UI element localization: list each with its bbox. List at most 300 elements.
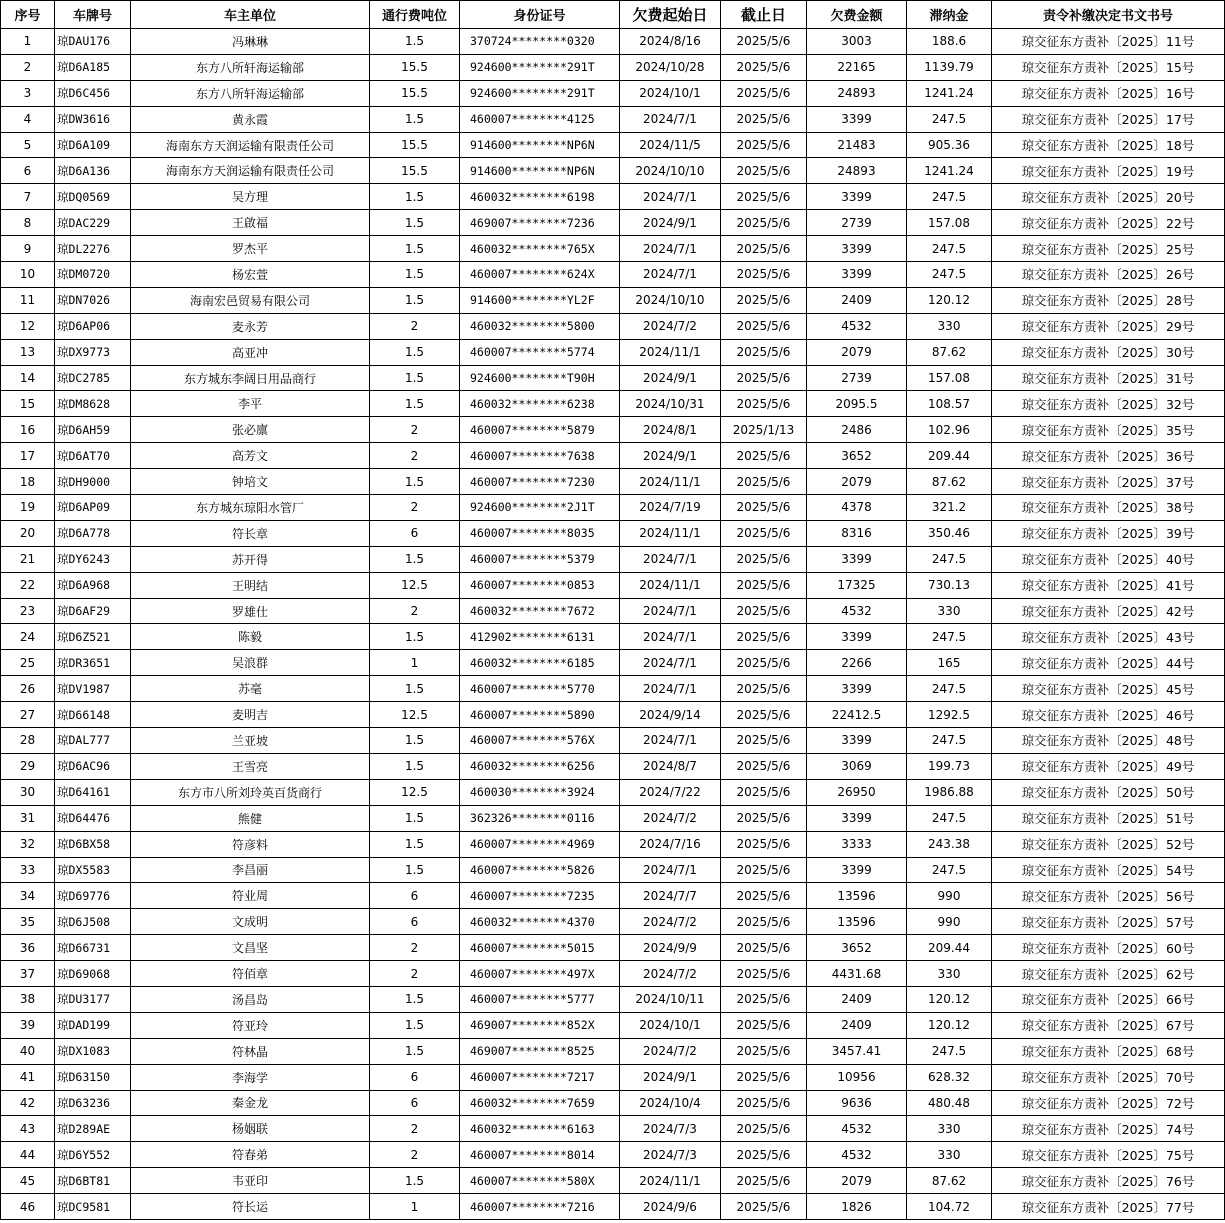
table-row	[1, 469, 1225, 495]
cell-tonnage: 6	[370, 1064, 460, 1090]
cell-id-number: 370724********0320	[460, 29, 620, 55]
cell-tonnage: 1.5	[370, 262, 460, 288]
cell-plate: 琼D66148	[55, 702, 131, 728]
cell-plate: 琼DM0720	[55, 262, 131, 288]
cell-start-date: 2024/9/1	[620, 365, 721, 391]
cell-end-date: 2025/5/6	[721, 1064, 807, 1090]
cell-plate: 琼D69068	[55, 961, 131, 987]
cell-document-no: 琼交征东方责补〔2025〕66号	[992, 986, 1225, 1012]
cell-tonnage: 2	[370, 598, 460, 624]
cell-index: 40	[1, 1038, 55, 1064]
cell-plate: 琼DX9773	[55, 339, 131, 365]
cell-id-number: 460007********8014	[460, 1142, 620, 1168]
cell-tonnage: 12.5	[370, 702, 460, 728]
cell-document-no: 琼交征东方责补〔2025〕68号	[992, 1038, 1225, 1064]
cell-document-no: 琼交征东方责补〔2025〕25号	[992, 236, 1225, 262]
cell-end-date: 2025/5/6	[721, 339, 807, 365]
cell-late-fee: 1241.24	[907, 158, 992, 184]
cell-plate: 琼D6C456	[55, 80, 131, 106]
cell-document-no: 琼交征东方责补〔2025〕11号	[992, 29, 1225, 55]
cell-late-fee: 247.5	[907, 184, 992, 210]
cell-end-date: 2025/1/13	[721, 417, 807, 443]
cell-end-date: 2025/5/6	[721, 365, 807, 391]
cell-owner: 符林晶	[131, 1038, 370, 1064]
cell-tonnage: 1.5	[370, 805, 460, 831]
cell-id-number: 460007********4125	[460, 106, 620, 132]
cell-id-number: 460032********5800	[460, 313, 620, 339]
cell-id-number: 460007********5770	[460, 676, 620, 702]
cell-plate: 琼D6AP09	[55, 495, 131, 521]
cell-id-number: 924600********T90H	[460, 365, 620, 391]
cell-owner: 李海学	[131, 1064, 370, 1090]
cell-id-number: 924600********291T	[460, 80, 620, 106]
cell-document-no: 琼交征东方责补〔2025〕75号	[992, 1142, 1225, 1168]
cell-plate: 琼D63150	[55, 1064, 131, 1090]
cell-start-date: 2024/11/1	[620, 339, 721, 365]
cell-start-date: 2024/10/28	[620, 54, 721, 80]
cell-index: 43	[1, 1116, 55, 1142]
cell-tonnage: 1.5	[370, 1168, 460, 1194]
cell-start-date: 2024/7/1	[620, 546, 721, 572]
cell-id-number: 460007********5015	[460, 935, 620, 961]
cell-late-fee: 165	[907, 650, 992, 676]
table-row	[1, 443, 1225, 469]
table-row	[1, 520, 1225, 546]
cell-plate: 琼DN7026	[55, 287, 131, 313]
cell-document-no: 琼交征东方责补〔2025〕38号	[992, 495, 1225, 521]
cell-end-date: 2025/5/6	[721, 106, 807, 132]
cell-owner: 汤昌岛	[131, 986, 370, 1012]
cell-late-fee: 1139.79	[907, 54, 992, 80]
cell-document-no: 琼交征东方责补〔2025〕52号	[992, 831, 1225, 857]
col-header-late-fee: 滞纳金	[907, 1, 992, 29]
cell-start-date: 2024/11/5	[620, 132, 721, 158]
cell-start-date: 2024/7/1	[620, 236, 721, 262]
cell-start-date: 2024/7/2	[620, 961, 721, 987]
col-header-index: 序号	[1, 1, 55, 29]
cell-end-date: 2025/5/6	[721, 54, 807, 80]
cell-late-fee: 102.96	[907, 417, 992, 443]
cell-plate: 琼DX1083	[55, 1038, 131, 1064]
cell-index: 23	[1, 598, 55, 624]
cell-document-no: 琼交征东方责补〔2025〕46号	[992, 702, 1225, 728]
cell-plate: 琼DM8628	[55, 391, 131, 417]
cell-amount: 4431.68	[807, 961, 907, 987]
table-row	[1, 857, 1225, 883]
cell-tonnage: 6	[370, 1090, 460, 1116]
table-row	[1, 106, 1225, 132]
cell-start-date: 2024/7/2	[620, 1038, 721, 1064]
cell-owner: 符长运	[131, 1194, 370, 1220]
cell-late-fee: 321.2	[907, 495, 992, 521]
cell-start-date: 2024/7/1	[620, 650, 721, 676]
table-row	[1, 572, 1225, 598]
cell-index: 8	[1, 210, 55, 236]
cell-start-date: 2024/7/1	[620, 676, 721, 702]
cell-end-date: 2025/5/6	[721, 132, 807, 158]
cell-index: 3	[1, 80, 55, 106]
table-row	[1, 262, 1225, 288]
cell-document-no: 琼交征东方责补〔2025〕28号	[992, 287, 1225, 313]
table-row	[1, 728, 1225, 754]
cell-end-date: 2025/5/6	[721, 262, 807, 288]
cell-plate: 琼D6A136	[55, 158, 131, 184]
cell-start-date: 2024/10/4	[620, 1090, 721, 1116]
cell-tonnage: 1.5	[370, 857, 460, 883]
cell-tonnage: 2	[370, 1142, 460, 1168]
cell-plate: 琼DQ0569	[55, 184, 131, 210]
cell-end-date: 2025/5/6	[721, 29, 807, 55]
cell-end-date: 2025/5/6	[721, 287, 807, 313]
cell-start-date: 2024/10/10	[620, 287, 721, 313]
cell-late-fee: 104.72	[907, 1194, 992, 1220]
cell-late-fee: 247.5	[907, 805, 992, 831]
table-row	[1, 1090, 1225, 1116]
cell-start-date: 2024/10/11	[620, 986, 721, 1012]
cell-owner: 东方城东李阔日用品商行	[131, 365, 370, 391]
cell-end-date: 2025/5/6	[721, 805, 807, 831]
cell-plate: 琼D6A185	[55, 54, 131, 80]
cell-owner: 海南东方天润运输有限责任公司	[131, 132, 370, 158]
col-header-document-no: 责令补缴决定书文书号	[992, 1, 1225, 29]
cell-start-date: 2024/7/1	[620, 598, 721, 624]
cell-tonnage: 1.5	[370, 986, 460, 1012]
cell-document-no: 琼交征东方责补〔2025〕37号	[992, 469, 1225, 495]
cell-late-fee: 350.46	[907, 520, 992, 546]
cell-index: 41	[1, 1064, 55, 1090]
table-row	[1, 54, 1225, 80]
cell-id-number: 460007********7216	[460, 1194, 620, 1220]
cell-late-fee: 87.62	[907, 1168, 992, 1194]
cell-plate: 琼D6J508	[55, 909, 131, 935]
cell-plate: 琼DAC229	[55, 210, 131, 236]
cell-owner: 王雪亮	[131, 753, 370, 779]
cell-tonnage: 15.5	[370, 54, 460, 80]
table-row	[1, 1038, 1225, 1064]
cell-index: 10	[1, 262, 55, 288]
cell-owner: 钟培文	[131, 469, 370, 495]
cell-late-fee: 330	[907, 598, 992, 624]
cell-id-number: 460007********8035	[460, 520, 620, 546]
cell-owner: 陈毅	[131, 624, 370, 650]
cell-amount: 3457.41	[807, 1038, 907, 1064]
table-row	[1, 236, 1225, 262]
cell-end-date: 2025/5/6	[721, 909, 807, 935]
cell-plate: 琼D6AT70	[55, 443, 131, 469]
cell-owner: 熊健	[131, 805, 370, 831]
cell-amount: 17325	[807, 572, 907, 598]
cell-document-no: 琼交征东方责补〔2025〕39号	[992, 520, 1225, 546]
cell-owner: 符佰章	[131, 961, 370, 987]
cell-late-fee: 1292.5	[907, 702, 992, 728]
cell-end-date: 2025/5/6	[721, 728, 807, 754]
cell-amount: 24893	[807, 158, 907, 184]
cell-late-fee: 730.13	[907, 572, 992, 598]
cell-index: 30	[1, 779, 55, 805]
cell-index: 34	[1, 883, 55, 909]
cell-start-date: 2024/9/1	[620, 443, 721, 469]
cell-owner: 东方八所轩海运输部	[131, 54, 370, 80]
cell-owner: 海南东方天润运输有限责任公司	[131, 158, 370, 184]
cell-end-date: 2025/5/6	[721, 546, 807, 572]
cell-end-date: 2025/5/6	[721, 313, 807, 339]
cell-late-fee: 199.73	[907, 753, 992, 779]
cell-start-date: 2024/8/1	[620, 417, 721, 443]
cell-amount: 2739	[807, 210, 907, 236]
cell-tonnage: 2	[370, 443, 460, 469]
cell-owner: 苏开得	[131, 546, 370, 572]
cell-id-number: 460007********5777	[460, 986, 620, 1012]
cell-start-date: 2024/8/7	[620, 753, 721, 779]
cell-tonnage: 1.5	[370, 469, 460, 495]
table-row	[1, 805, 1225, 831]
cell-amount: 3399	[807, 676, 907, 702]
cell-index: 38	[1, 986, 55, 1012]
cell-owner: 高亚冲	[131, 339, 370, 365]
table-row	[1, 986, 1225, 1012]
cell-amount: 2266	[807, 650, 907, 676]
cell-late-fee: 480.48	[907, 1090, 992, 1116]
cell-document-no: 琼交征东方责补〔2025〕72号	[992, 1090, 1225, 1116]
cell-amount: 3399	[807, 728, 907, 754]
table-row	[1, 831, 1225, 857]
cell-owner: 杨宏萱	[131, 262, 370, 288]
col-header-start-date: 欠费起始日	[620, 1, 721, 29]
cell-index: 15	[1, 391, 55, 417]
cell-document-no: 琼交征东方责补〔2025〕57号	[992, 909, 1225, 935]
cell-index: 16	[1, 417, 55, 443]
cell-plate: 琼DAL777	[55, 728, 131, 754]
cell-late-fee: 247.5	[907, 624, 992, 650]
cell-index: 25	[1, 650, 55, 676]
cell-document-no: 琼交征东方责补〔2025〕16号	[992, 80, 1225, 106]
col-header-amount: 欠费金额	[807, 1, 907, 29]
table-row	[1, 650, 1225, 676]
cell-owner: 符亚玲	[131, 1012, 370, 1038]
cell-amount: 3399	[807, 262, 907, 288]
cell-index: 11	[1, 287, 55, 313]
cell-plate: 琼D69776	[55, 883, 131, 909]
cell-late-fee: 120.12	[907, 986, 992, 1012]
cell-late-fee: 209.44	[907, 443, 992, 469]
col-header-owner: 车主单位	[131, 1, 370, 29]
cell-tonnage: 6	[370, 883, 460, 909]
cell-start-date: 2024/10/1	[620, 1012, 721, 1038]
cell-id-number: 469007********8525	[460, 1038, 620, 1064]
cell-start-date: 2024/11/1	[620, 1168, 721, 1194]
cell-late-fee: 247.5	[907, 262, 992, 288]
cell-late-fee: 247.5	[907, 236, 992, 262]
cell-tonnage: 1.5	[370, 365, 460, 391]
cell-amount: 3399	[807, 546, 907, 572]
cell-plate: 琼DX5583	[55, 857, 131, 883]
cell-id-number: 914600********NP6N	[460, 132, 620, 158]
cell-owner: 东方城东琼阳水管厂	[131, 495, 370, 521]
cell-owner: 杨姻联	[131, 1116, 370, 1142]
table-row	[1, 546, 1225, 572]
cell-id-number: 460007********624X	[460, 262, 620, 288]
table-row	[1, 753, 1225, 779]
cell-document-no: 琼交征东方责补〔2025〕40号	[992, 546, 1225, 572]
cell-amount: 3333	[807, 831, 907, 857]
cell-start-date: 2024/7/1	[620, 624, 721, 650]
cell-plate: 琼D63236	[55, 1090, 131, 1116]
cell-index: 45	[1, 1168, 55, 1194]
cell-tonnage: 12.5	[370, 572, 460, 598]
cell-owner: 秦金龙	[131, 1090, 370, 1116]
cell-plate: 琼D6AP06	[55, 313, 131, 339]
cell-start-date: 2024/10/10	[620, 158, 721, 184]
cell-index: 31	[1, 805, 55, 831]
cell-document-no: 琼交征东方责补〔2025〕30号	[992, 339, 1225, 365]
cell-owner: 文成明	[131, 909, 370, 935]
cell-tonnage: 1.5	[370, 676, 460, 702]
table-row	[1, 779, 1225, 805]
cell-end-date: 2025/5/6	[721, 210, 807, 236]
table-row	[1, 1012, 1225, 1038]
cell-amount: 2409	[807, 287, 907, 313]
cell-plate: 琼D6Z521	[55, 624, 131, 650]
cell-end-date: 2025/5/6	[721, 598, 807, 624]
cell-index: 46	[1, 1194, 55, 1220]
table-row	[1, 676, 1225, 702]
cell-id-number: 460032********6185	[460, 650, 620, 676]
cell-id-number: 460007********4969	[460, 831, 620, 857]
cell-plate: 琼D6A109	[55, 132, 131, 158]
cell-start-date: 2024/9/1	[620, 1064, 721, 1090]
cell-amount: 22165	[807, 54, 907, 80]
cell-owner: 苏毫	[131, 676, 370, 702]
cell-id-number: 460007********5379	[460, 546, 620, 572]
cell-amount: 2739	[807, 365, 907, 391]
cell-tonnage: 2	[370, 1116, 460, 1142]
cell-start-date: 2024/11/1	[620, 572, 721, 598]
cell-document-no: 琼交征东方责补〔2025〕22号	[992, 210, 1225, 236]
cell-index: 21	[1, 546, 55, 572]
cell-amount: 1826	[807, 1194, 907, 1220]
cell-amount: 2409	[807, 986, 907, 1012]
cell-start-date: 2024/7/3	[620, 1142, 721, 1168]
cell-id-number: 460032********6238	[460, 391, 620, 417]
cell-tonnage: 1.5	[370, 1038, 460, 1064]
cell-id-number: 460032********7672	[460, 598, 620, 624]
cell-owner: 吴方理	[131, 184, 370, 210]
cell-id-number: 412902********6131	[460, 624, 620, 650]
table-body	[1, 29, 1225, 1220]
cell-late-fee: 247.5	[907, 106, 992, 132]
table-row	[1, 935, 1225, 961]
cell-owner: 符春弟	[131, 1142, 370, 1168]
cell-amount: 8316	[807, 520, 907, 546]
cell-index: 28	[1, 728, 55, 754]
cell-amount: 22412.5	[807, 702, 907, 728]
cell-document-no: 琼交征东方责补〔2025〕29号	[992, 313, 1225, 339]
cell-document-no: 琼交征东方责补〔2025〕42号	[992, 598, 1225, 624]
cell-index: 37	[1, 961, 55, 987]
cell-document-no: 琼交征东方责补〔2025〕17号	[992, 106, 1225, 132]
cell-end-date: 2025/5/6	[721, 1142, 807, 1168]
cell-id-number: 924600********2J1T	[460, 495, 620, 521]
cell-document-no: 琼交征东方责补〔2025〕36号	[992, 443, 1225, 469]
cell-owner: 符长章	[131, 520, 370, 546]
cell-start-date: 2024/9/9	[620, 935, 721, 961]
cell-plate: 琼D64476	[55, 805, 131, 831]
cell-index: 14	[1, 365, 55, 391]
cell-end-date: 2025/5/6	[721, 676, 807, 702]
cell-start-date: 2024/8/16	[620, 29, 721, 55]
cell-late-fee: 120.12	[907, 1012, 992, 1038]
table-row	[1, 1168, 1225, 1194]
cell-id-number: 460007********5890	[460, 702, 620, 728]
cell-late-fee: 247.5	[907, 857, 992, 883]
cell-end-date: 2025/5/6	[721, 1168, 807, 1194]
cell-end-date: 2025/5/6	[721, 702, 807, 728]
cell-end-date: 2025/5/6	[721, 520, 807, 546]
cell-amount: 3652	[807, 443, 907, 469]
cell-tonnage: 6	[370, 520, 460, 546]
cell-owner: 黄永霞	[131, 106, 370, 132]
cell-owner: 李平	[131, 391, 370, 417]
table-row	[1, 702, 1225, 728]
cell-tonnage: 15.5	[370, 132, 460, 158]
cell-index: 32	[1, 831, 55, 857]
cell-index: 12	[1, 313, 55, 339]
cell-document-no: 琼交征东方责补〔2025〕70号	[992, 1064, 1225, 1090]
table-row	[1, 80, 1225, 106]
cell-index: 20	[1, 520, 55, 546]
table-row	[1, 287, 1225, 313]
cell-late-fee: 990	[907, 883, 992, 909]
cell-index: 44	[1, 1142, 55, 1168]
cell-start-date: 2024/11/1	[620, 520, 721, 546]
cell-end-date: 2025/5/6	[721, 831, 807, 857]
cell-start-date: 2024/9/6	[620, 1194, 721, 1220]
cell-id-number: 924600********291T	[460, 54, 620, 80]
cell-document-no: 琼交征东方责补〔2025〕31号	[992, 365, 1225, 391]
cell-owner: 高芳文	[131, 443, 370, 469]
cell-amount: 2486	[807, 417, 907, 443]
cell-start-date: 2024/7/2	[620, 909, 721, 935]
cell-plate: 琼D64161	[55, 779, 131, 805]
cell-id-number: 460007********5879	[460, 417, 620, 443]
cell-amount: 13596	[807, 883, 907, 909]
cell-index: 5	[1, 132, 55, 158]
cell-id-number: 460032********6198	[460, 184, 620, 210]
cell-end-date: 2025/5/6	[721, 935, 807, 961]
table-row	[1, 158, 1225, 184]
cell-document-no: 琼交征东方责补〔2025〕74号	[992, 1116, 1225, 1142]
table-row	[1, 210, 1225, 236]
cell-late-fee: 330	[907, 313, 992, 339]
cell-amount: 3003	[807, 29, 907, 55]
cell-end-date: 2025/5/6	[721, 961, 807, 987]
cell-id-number: 469007********852X	[460, 1012, 620, 1038]
cell-index: 17	[1, 443, 55, 469]
cell-tonnage: 2	[370, 313, 460, 339]
cell-amount: 21483	[807, 132, 907, 158]
cell-tonnage: 15.5	[370, 80, 460, 106]
cell-amount: 3399	[807, 106, 907, 132]
table-row	[1, 339, 1225, 365]
cell-owner: 韦亚印	[131, 1168, 370, 1194]
cell-end-date: 2025/5/6	[721, 495, 807, 521]
table-row	[1, 1142, 1225, 1168]
cell-end-date: 2025/5/6	[721, 883, 807, 909]
col-header-tonnage: 通行费吨位	[370, 1, 460, 29]
cell-index: 4	[1, 106, 55, 132]
cell-owner: 文昌坚	[131, 935, 370, 961]
cell-index: 19	[1, 495, 55, 521]
